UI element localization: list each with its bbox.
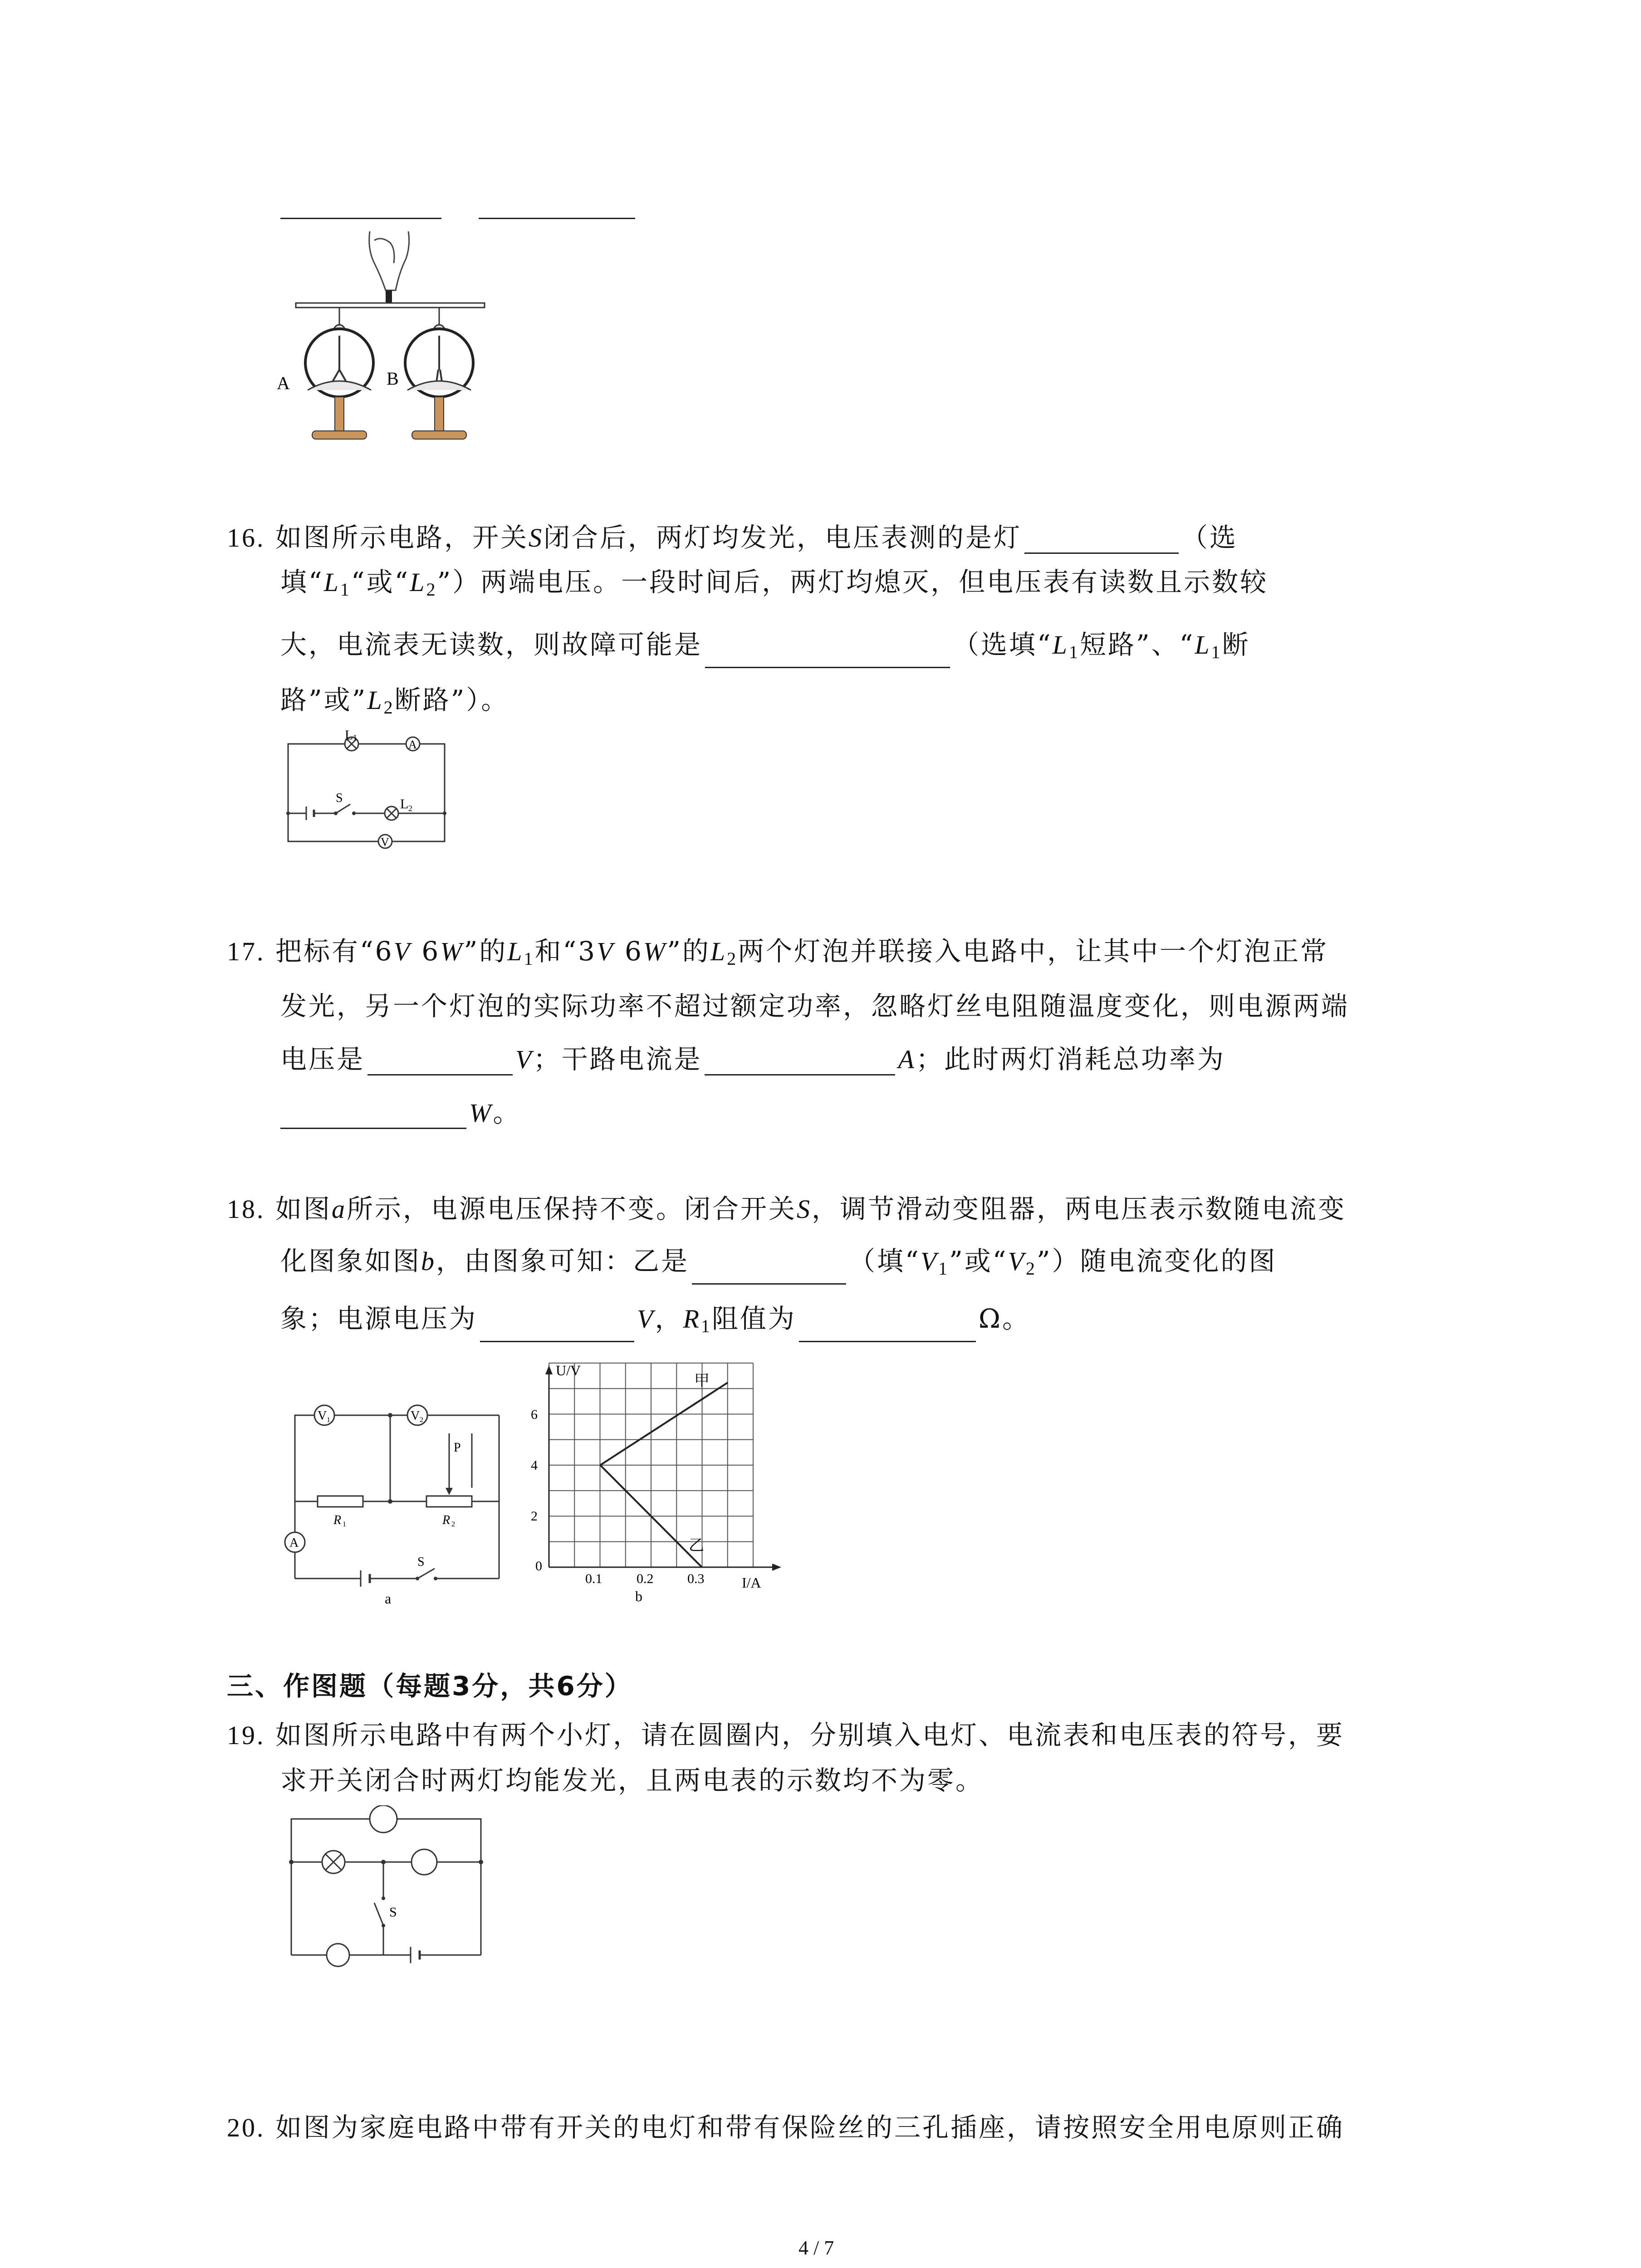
svg-text:L: L	[400, 797, 409, 811]
unit: W	[469, 1098, 493, 1128]
label-a: A	[277, 373, 290, 393]
var-l1: L	[1195, 630, 1211, 660]
var-l2: L	[710, 937, 727, 966]
svg-text:V: V	[318, 1409, 327, 1423]
question-number: 16.	[227, 523, 265, 552]
text: ，	[655, 1303, 683, 1334]
x-tick-0.3: 0.3	[687, 1571, 705, 1586]
empty-circle-bottom[interactable]	[327, 1944, 349, 1966]
svg-text:2: 2	[408, 804, 412, 813]
unit: W	[440, 937, 464, 966]
lamp-l1	[345, 730, 358, 751]
sub: 2	[727, 948, 738, 969]
lamp-l2	[385, 797, 412, 820]
q17-blank-2[interactable]	[705, 1049, 895, 1075]
svg-text:S: S	[336, 791, 343, 805]
page-number: 4 / 7	[798, 2237, 834, 2259]
text: 电压是	[280, 1044, 365, 1075]
lamp-symbol	[322, 1851, 345, 1873]
unit: W	[643, 937, 667, 966]
question-number: 20.	[227, 2113, 265, 2142]
text: ；此时两灯消耗总功率为	[916, 1044, 1225, 1075]
text: （填“	[849, 1246, 921, 1276]
var-s: S	[528, 523, 544, 552]
sub: 2	[1025, 1258, 1037, 1279]
text: 填“	[280, 567, 324, 597]
q17-line-2	[280, 990, 1349, 1022]
var-v1: V	[920, 1246, 939, 1276]
y-tick-4: 4	[531, 1458, 538, 1473]
q16-line-3	[280, 629, 1250, 668]
q18-blank-2[interactable]	[480, 1315, 634, 1342]
text: 如图所示电路中有两个小灯，请在圆圈内，分别填入电灯、电流表和电压表的符号，要	[275, 1720, 1344, 1750]
svg-text:V: V	[381, 836, 389, 849]
q18-graph-figure-b	[522, 1361, 794, 1606]
svg-text:L: L	[345, 730, 353, 743]
q20-line-1	[227, 2112, 1344, 2144]
text: 把标有“6	[275, 936, 394, 967]
text: 大，电流表无读数，则故障可能是	[280, 629, 703, 660]
svg-text:1: 1	[343, 1520, 346, 1528]
q18-line-2	[280, 1245, 1277, 1285]
unit: V	[515, 1045, 534, 1074]
q19-line-1	[227, 1719, 1344, 1751]
text: 阻值为	[711, 1303, 796, 1334]
question-number: 19.	[227, 1721, 265, 1750]
caption-b: b	[635, 1588, 642, 1604]
var-s: S	[796, 1194, 812, 1224]
text: 如图所示电路，开关	[275, 522, 529, 553]
q16-blank-2[interactable]	[705, 641, 950, 668]
q18-line-3	[280, 1303, 1030, 1342]
text: 闭合后，两灯均发光，电压表测的是灯	[543, 522, 1022, 553]
label-yi: 乙	[689, 1537, 704, 1554]
x-axis-label: I/A	[742, 1574, 761, 1591]
text: 象；电源电压为	[280, 1303, 478, 1334]
text: Ω。	[978, 1303, 1031, 1334]
question-number: 17.	[227, 937, 265, 966]
question-number: 18.	[227, 1194, 265, 1224]
graph-grid	[549, 1363, 753, 1567]
var-l2: L	[410, 567, 426, 597]
var-r1: R	[683, 1304, 701, 1334]
unit: V	[597, 937, 615, 966]
section-title-drawing: 三、作图题（每题3分，共6分）	[227, 1671, 633, 1701]
q17-blank-3[interactable]	[280, 1102, 466, 1129]
svg-text:P: P	[454, 1441, 461, 1455]
q18-line-1	[227, 1193, 1346, 1225]
text: “或“	[351, 567, 410, 597]
voltmeter-v2	[407, 1405, 427, 1425]
sub: 1	[938, 1258, 950, 1279]
svg-text:1: 1	[327, 1416, 330, 1424]
y-tick-6: 6	[531, 1407, 538, 1422]
label-jia: 甲	[694, 1373, 710, 1389]
q19-circuit-figure	[281, 1805, 495, 1969]
var-a: a	[331, 1194, 347, 1224]
var-b: b	[421, 1246, 436, 1276]
svg-text:V: V	[411, 1409, 420, 1423]
text: ”）随电流变化的图	[1036, 1246, 1277, 1276]
text: ”的	[464, 936, 508, 967]
sub: 1	[700, 1316, 712, 1336]
text: 化图象如图	[280, 1246, 421, 1276]
voltmeter	[378, 835, 392, 849]
battery	[361, 1570, 370, 1587]
ammeter	[406, 737, 420, 751]
text: 所示，电源电压保持不变。闭合开关	[346, 1193, 797, 1224]
var-l2: L	[367, 685, 384, 715]
q17-blank-1[interactable]	[367, 1049, 513, 1075]
q17-line-1	[227, 935, 1328, 975]
y-tick-2: 2	[531, 1509, 538, 1524]
q18-blank-3[interactable]	[799, 1315, 976, 1342]
text: 路”或”	[280, 684, 367, 715]
q16-line-4	[280, 684, 509, 723]
battery	[306, 807, 314, 820]
q17-line-4	[280, 1097, 521, 1129]
empty-circle-top[interactable]	[370, 1805, 397, 1833]
q18-blank-1[interactable]	[692, 1258, 846, 1285]
text: 如图为家庭电路中带有开关的电灯和带有保险丝的三孔插座，请按照安全用电原则正确	[275, 2112, 1344, 2143]
text: ，调节滑动变阻器，两电压表示数随电流变	[811, 1193, 1346, 1224]
var-l1: L	[1052, 630, 1069, 660]
text: 如图	[275, 1193, 332, 1224]
text: 求开关闭合时两灯均能发光，且两电表的示数均不为零。	[280, 1765, 984, 1796]
caption-a: a	[385, 1590, 392, 1606]
text: 发光，另一个灯泡的实际功率不超过额定功率，忽略灯丝电阻随温度变化，则电源两端	[280, 991, 1350, 1022]
sub: 2	[426, 579, 437, 600]
sub: 1	[340, 579, 351, 600]
svg-text:2: 2	[420, 1416, 423, 1424]
graph-axes	[549, 1370, 776, 1567]
sub: 1	[524, 948, 535, 969]
q15-blank-2[interactable]	[479, 191, 635, 219]
text: 短路”、“	[1079, 629, 1195, 660]
text: 两个灯泡并联接入电路中，让其中一个灯泡正常	[738, 936, 1329, 967]
svg-text:A: A	[408, 738, 417, 751]
text: ”）两端电压。一段时间后，两灯均熄灭，但电压表有读数且示数较	[437, 567, 1269, 597]
switch-s	[334, 791, 356, 815]
switch-s	[374, 1897, 397, 1927]
battery	[411, 1947, 420, 1963]
q15-blank-1[interactable]	[280, 191, 441, 219]
text: 和“3	[534, 936, 597, 967]
var-l1: L	[323, 567, 340, 597]
q19-line-2	[280, 1765, 984, 1796]
q17-line-3	[280, 1043, 1225, 1075]
x-tick-0.1: 0.1	[585, 1571, 603, 1586]
electroscope-a	[305, 308, 373, 439]
text: 6	[411, 936, 441, 967]
electroscope-b	[405, 308, 473, 439]
svg-text:S: S	[389, 1905, 397, 1920]
text: 6	[614, 936, 643, 967]
text: ；干路电流是	[533, 1044, 702, 1075]
var-l1: L	[507, 937, 524, 966]
x-tick-0.2: 0.2	[637, 1571, 654, 1586]
q16-circuit-figure	[281, 730, 454, 866]
var-v2: V	[1008, 1246, 1026, 1276]
q16-line-2	[280, 566, 1268, 606]
text: 断路”）。	[394, 684, 509, 715]
unit: V	[393, 937, 411, 966]
line-jia	[600, 1383, 728, 1465]
y-axis-label: U/V	[556, 1362, 581, 1378]
q16-line-1	[227, 522, 1238, 554]
voltmeter-v1	[314, 1405, 334, 1425]
q15-electroscope-figure	[277, 222, 495, 458]
y-tick-0: 0	[535, 1559, 542, 1574]
label-b: B	[387, 368, 399, 389]
unit: V	[637, 1304, 655, 1334]
switch-s	[416, 1555, 437, 1580]
text: ，由图象可知：乙是	[436, 1246, 690, 1276]
svg-text:R: R	[333, 1513, 342, 1527]
sub: 1	[1068, 642, 1080, 662]
text: 断	[1222, 629, 1250, 660]
q16-blank-1[interactable]	[1024, 527, 1179, 554]
svg-text:A: A	[289, 1536, 299, 1550]
sub: 1	[1211, 642, 1222, 662]
ammeter-a	[285, 1532, 305, 1552]
svg-text:2: 2	[451, 1520, 455, 1528]
svg-text:S: S	[417, 1555, 425, 1569]
svg-text:1: 1	[353, 733, 357, 742]
text: （选填“	[953, 629, 1053, 660]
svg-text:R: R	[442, 1513, 451, 1527]
unit: A	[898, 1045, 916, 1074]
rheostat-r2	[426, 1433, 472, 1528]
text: 。	[493, 1097, 521, 1128]
q18-circuit-figure-a	[281, 1397, 517, 1606]
resistor-r1	[318, 1496, 363, 1528]
sub: 2	[383, 697, 395, 718]
empty-circle-right[interactable]	[411, 1849, 437, 1875]
text: ”的	[667, 936, 710, 967]
text: （选	[1181, 522, 1238, 553]
text: ”或“	[949, 1246, 1008, 1276]
